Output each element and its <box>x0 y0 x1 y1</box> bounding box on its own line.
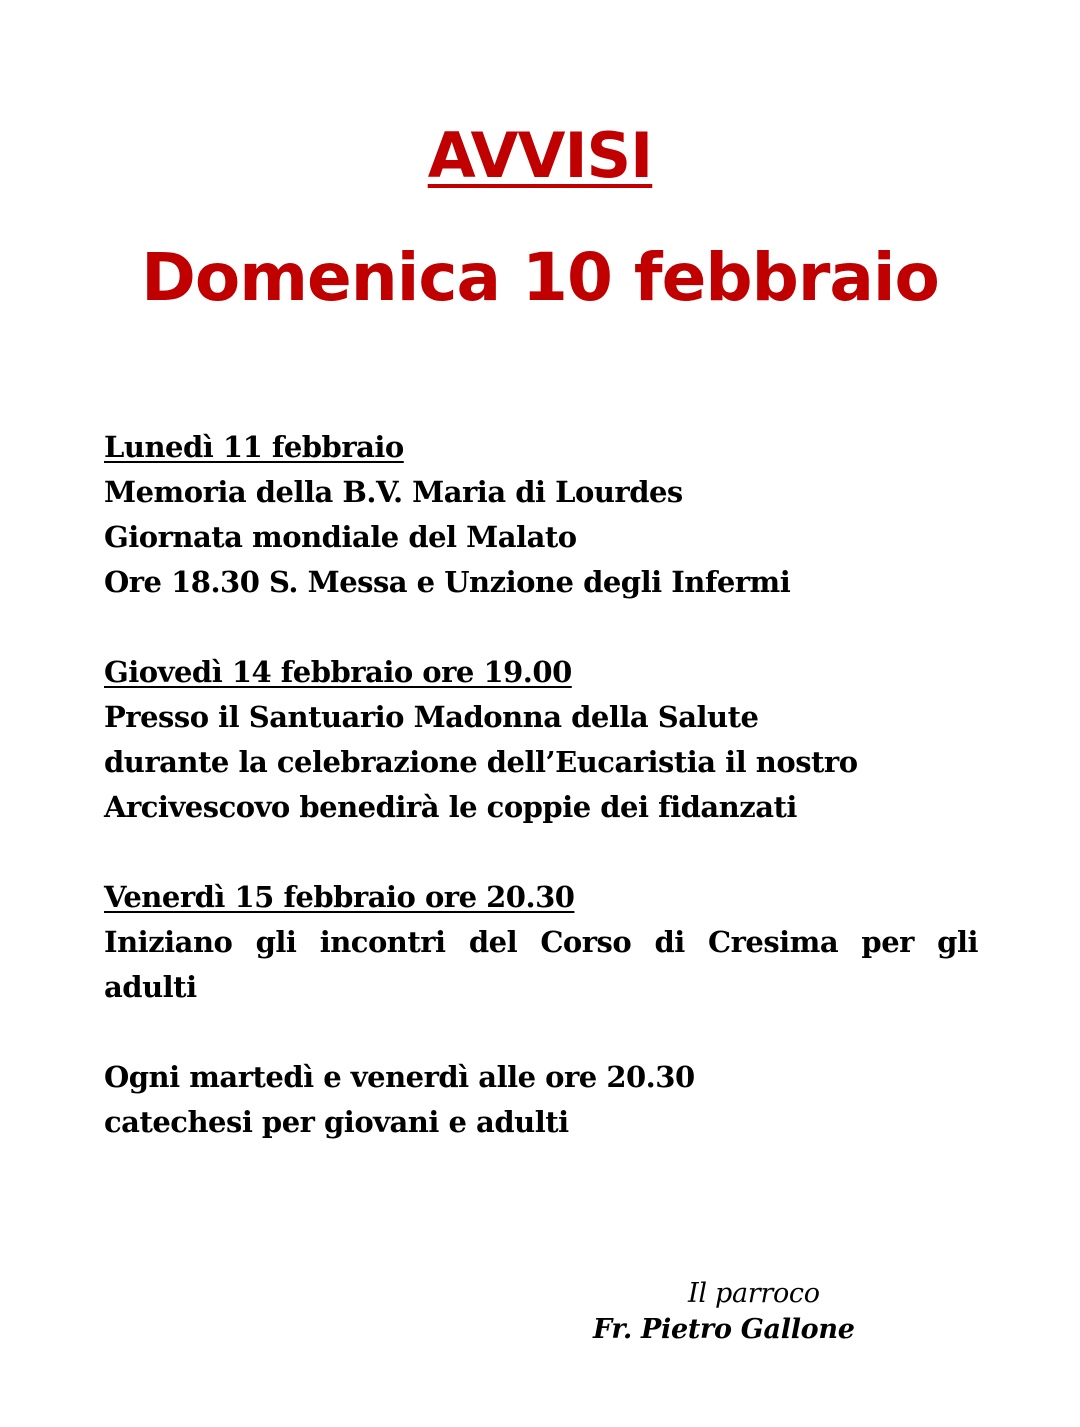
notice-line: adulti <box>104 970 197 1004</box>
signature-role: Il parroco <box>688 1278 820 1309</box>
notice-heading: Giovedì 14 febbraio ore 19.00 <box>104 655 572 689</box>
notice-line: Iniziano gli incontri del Corso di Cresima per gli <box>104 925 978 959</box>
notice-heading: Venerdì 15 febbraio ore 20.30 <box>104 880 575 914</box>
notice-thursday <box>104 650 978 830</box>
notice-friday <box>104 875 978 1010</box>
notice-line: Presso il Santuario Madonna della Salute <box>104 700 759 734</box>
notice-line: Giornata mondiale del Malato <box>104 520 577 554</box>
notice-line: Ore 18.30 S. Messa e Unzione degli Infermi <box>104 565 791 599</box>
notice-weekly <box>104 1055 978 1145</box>
notice-line: Memoria della B.V. Maria di Lourdes <box>104 475 683 509</box>
notice-line: catechesi per giovani e adulti <box>104 1105 569 1139</box>
notice-line: durante la celebrazione dell’Eucaristia il nostro <box>104 745 858 779</box>
notice-line: Arcivescovo benedirà le coppie dei fidanzati <box>104 790 797 824</box>
page-subtitle-date: Domenica 10 febbraio <box>141 239 939 316</box>
notice-line: Ogni martedì e venerdì alle ore 20.30 <box>104 1060 695 1094</box>
page-title: AVVISI <box>427 119 653 192</box>
signature-name: Fr. Pietro Gallone <box>593 1314 855 1345</box>
notice-monday <box>104 425 978 605</box>
notice-heading: Lunedì 11 febbraio <box>104 430 404 464</box>
